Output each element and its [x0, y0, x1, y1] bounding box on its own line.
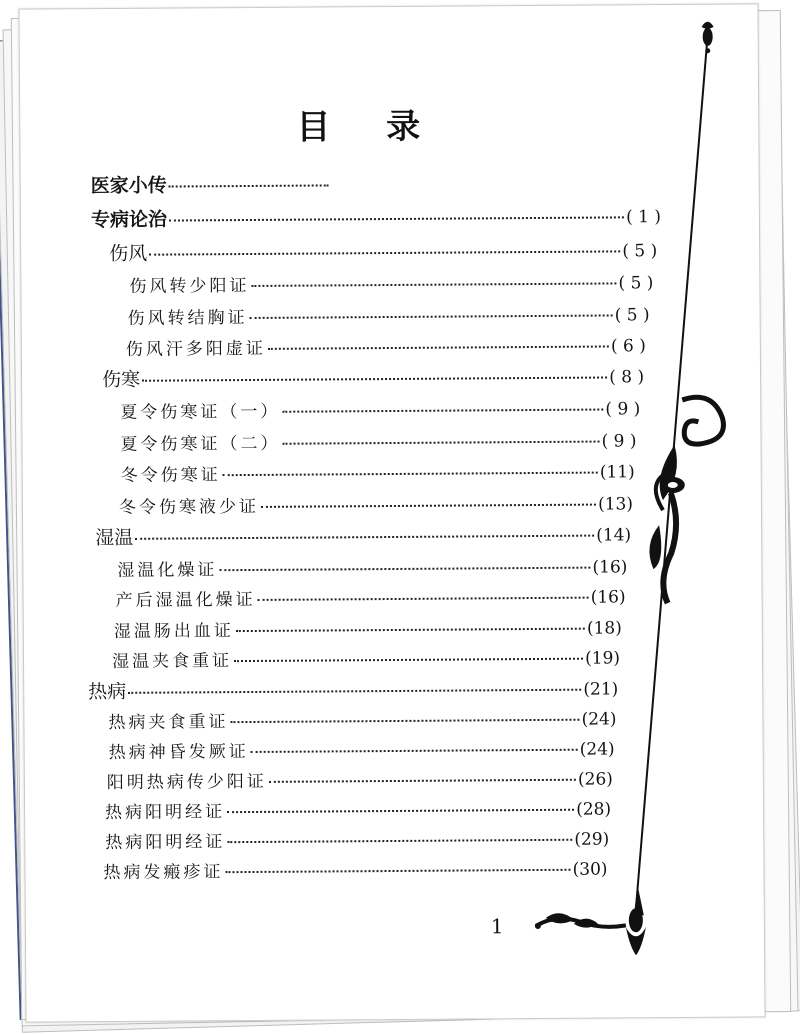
leader-dots	[223, 471, 598, 477]
toc-entry-label: 伤风转少阳证	[129, 275, 250, 297]
toc-entry[interactable]	[121, 457, 635, 486]
toc-entry[interactable]	[117, 552, 627, 581]
leader-dots	[135, 534, 594, 540]
toc-entry-label: 热病	[88, 680, 127, 704]
toc-entry-label: 夏令伤寒证（二）	[120, 433, 281, 455]
leader-dots	[142, 375, 607, 381]
toc-page-number: ( 5 )	[622, 241, 658, 262]
page-title: 目 录	[296, 106, 443, 148]
toc-entry[interactable]	[129, 268, 653, 297]
leader-dots	[230, 718, 579, 723]
leader-dots	[227, 838, 572, 843]
toc-entry-label: 湿温	[95, 526, 134, 550]
toc-entry[interactable]	[112, 643, 620, 672]
toc-page-number: (24)	[579, 739, 615, 760]
leader-dots	[269, 778, 576, 783]
toc-page-number: (26)	[577, 769, 613, 790]
toc-page-number: ( 1 )	[625, 207, 662, 228]
toc-entry-label: 产后湿温化燥证	[115, 589, 256, 611]
leader-dots	[149, 249, 620, 255]
leader-dots	[236, 627, 585, 632]
toc-page-number: (13)	[597, 494, 634, 515]
leader-dots	[169, 215, 624, 221]
toc-entry[interactable]	[120, 426, 636, 455]
toc-entry[interactable]	[103, 855, 607, 884]
toc-page-number: (11)	[599, 462, 635, 483]
toc-entry-label: 伤风汗多阳虚证	[125, 338, 266, 360]
toc-entry-label: 阳明热病传少阳证	[106, 771, 267, 793]
leader-dots	[169, 183, 329, 187]
toc-entry[interactable]	[114, 613, 622, 642]
toc-entry[interactable]	[128, 300, 650, 329]
toc-entry[interactable]	[107, 764, 613, 793]
leader-dots	[227, 808, 574, 813]
toc-entry-label: 热病发瘢疹证	[103, 862, 224, 884]
toc-page-number: (18)	[586, 618, 622, 639]
toc-page-number: (28)	[576, 799, 612, 820]
leader-dots	[225, 868, 570, 873]
toc-page-number: ( 5 )	[618, 273, 654, 294]
leader-dots	[251, 748, 578, 753]
toc-entry[interactable]	[126, 331, 646, 360]
toc-entry-label: 伤寒	[101, 368, 141, 392]
toc-entry[interactable]	[120, 394, 640, 423]
toc-page-number: (30)	[572, 859, 608, 880]
toc-page-number: (29)	[574, 829, 610, 850]
toc-page-number: ( 9 )	[605, 399, 641, 420]
leader-dots	[261, 503, 596, 508]
toc-entry[interactable]	[91, 201, 661, 232]
toc-entry[interactable]	[119, 489, 633, 518]
toc-page-number: (14)	[596, 525, 632, 546]
leader-dots	[282, 408, 603, 413]
table-of-contents	[19, 4, 764, 1021]
toc-entry-label: 热病阳明经证	[105, 832, 226, 854]
toc-entry[interactable]	[88, 673, 618, 704]
toc-entry[interactable]	[108, 704, 616, 733]
toc-entry-label: 医家小传	[90, 174, 167, 198]
toc-entry[interactable]	[95, 519, 631, 550]
toc-entry-label: 专病论治	[90, 208, 168, 232]
leader-dots	[283, 440, 600, 445]
toc-page-number: ( 5 )	[614, 305, 650, 326]
leader-dots	[250, 313, 613, 319]
toc-entry-label: 湿温化燥证	[117, 560, 218, 581]
toc-entry[interactable]	[109, 734, 615, 763]
toc-entry[interactable]	[102, 361, 644, 392]
toc-page-number: (21)	[583, 679, 619, 700]
toc-entry-label: 冬令伤寒液少证	[118, 496, 260, 518]
leader-dots	[251, 281, 616, 287]
toc-entry-label: 冬令伤寒证	[120, 465, 221, 486]
toc-page-number: (19)	[585, 648, 621, 669]
leader-dots	[258, 596, 589, 601]
toc-entry-label: 夏令伤寒证（一）	[120, 401, 281, 423]
toc-entry-label: 湿温肠出血证	[113, 621, 234, 642]
toc-entry[interactable]	[105, 824, 609, 853]
toc-page	[18, 3, 765, 1022]
toc-page-number: ( 9 )	[601, 431, 637, 452]
toc-entry-label: 伤风转结胸证	[127, 308, 248, 329]
toc-entry-label: 伤风	[109, 242, 148, 265]
toc-entry[interactable]	[105, 794, 611, 823]
toc-entry[interactable]	[109, 235, 657, 266]
toc-page-number: (24)	[581, 709, 617, 730]
toc-page-number: (16)	[592, 557, 628, 578]
toc-entry-label: 热病夹食重证	[108, 712, 229, 733]
toc-page-number: ( 6 )	[610, 336, 646, 357]
leader-dots	[234, 657, 583, 662]
toc-page-number: ( 8 )	[609, 367, 645, 388]
page-number: 1	[490, 914, 504, 939]
toc-entry-label: 热病神昏发厥证	[108, 742, 249, 763]
leader-dots	[219, 566, 590, 572]
leader-dots	[268, 344, 609, 349]
leader-dots	[128, 688, 581, 694]
toc-entry-label: 湿温夹食重证	[111, 651, 233, 672]
toc-entry[interactable]	[116, 582, 626, 611]
toc-page-number: (16)	[590, 587, 626, 608]
toc-entry[interactable]	[91, 169, 331, 198]
toc-entry-label: 热病阳明经证	[105, 802, 226, 824]
